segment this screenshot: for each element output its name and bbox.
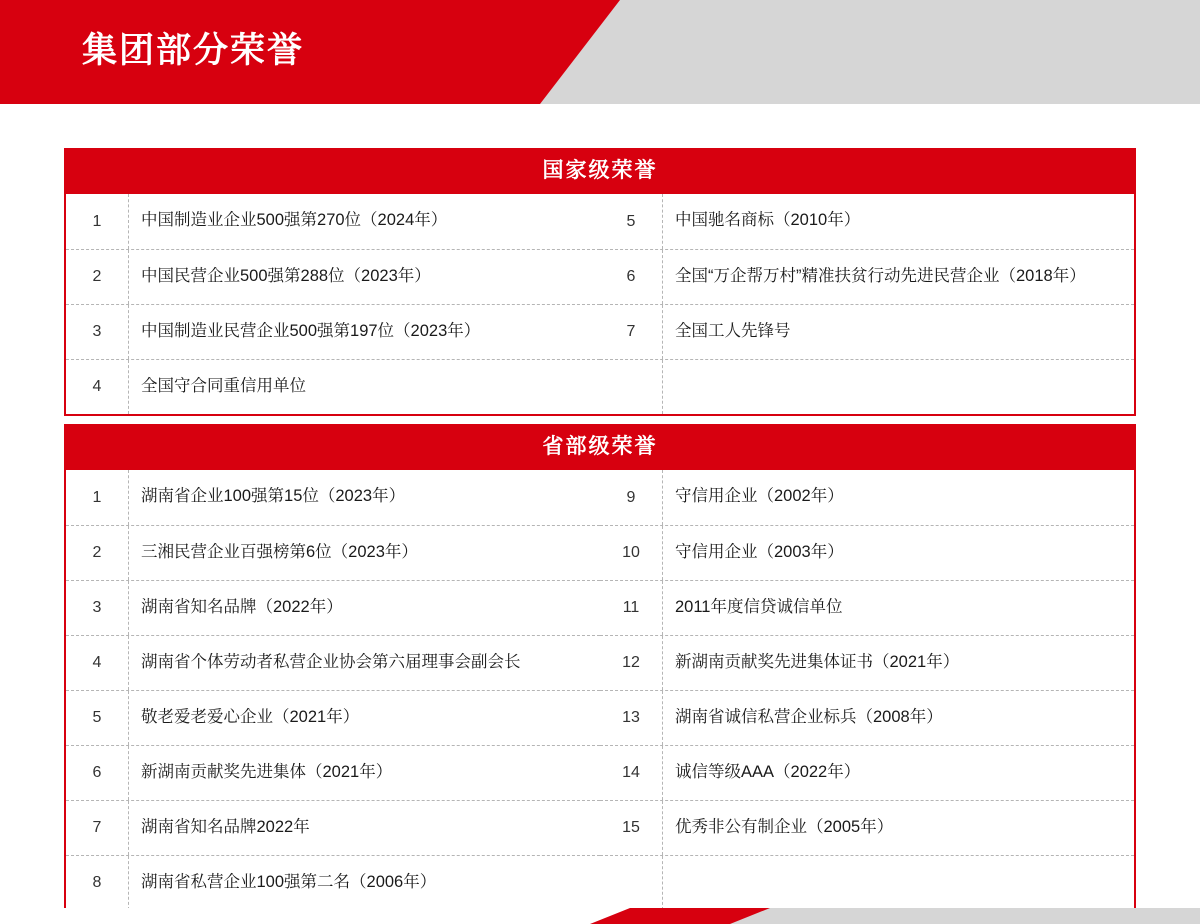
honor-cell[interactable] <box>600 249 1134 304</box>
honor-text: 优秀非公有制企业（2005年） <box>662 801 1134 855</box>
honor-text: 全国守合同重信用单位 <box>128 360 600 414</box>
honor-index: 13 <box>622 709 640 726</box>
honor-index: 5 <box>626 212 636 230</box>
honor-index: 9 <box>626 488 636 506</box>
honor-rows <box>66 470 1134 910</box>
honor-index: 4 <box>92 378 102 395</box>
honor-text: 敬老爱老爱心企业（2021年） <box>128 691 600 745</box>
honor-rows <box>66 194 1134 414</box>
honor-text: 中国制造业企业500强第270位（2024年） <box>128 194 600 249</box>
honor-cell[interactable] <box>66 745 600 800</box>
table-row <box>66 359 1134 414</box>
honor-cell[interactable] <box>66 194 600 249</box>
honor-text: 湖南省企业100强第15位（2023年） <box>128 470 600 525</box>
honor-text: 中国民营企业500强第288位（2023年） <box>128 250 600 304</box>
honor-text: 湖南省个体劳动者私营企业协会第六届理事会副会长 <box>128 636 600 690</box>
honor-text: 三湘民营企业百强榜第6位（2023年） <box>128 526 600 580</box>
honor-index: 4 <box>92 654 102 671</box>
honor-cell[interactable] <box>600 800 1134 855</box>
honor-cell-empty <box>600 359 1134 414</box>
honor-text: 诚信等级AAA（2022年） <box>662 746 1134 800</box>
honor-cell[interactable] <box>600 304 1134 359</box>
honor-cell[interactable] <box>66 690 600 745</box>
table-row <box>66 745 1134 800</box>
table-row <box>66 635 1134 690</box>
honor-cell[interactable] <box>66 470 600 525</box>
honor-index: 2 <box>92 544 102 561</box>
honor-text: 全国“万企帮万村”精准扶贫行动先进民营企业（2018年） <box>662 250 1134 304</box>
honor-cell[interactable] <box>600 194 1134 249</box>
honor-cell[interactable] <box>66 525 600 580</box>
honor-text: 守信用企业（2002年） <box>662 470 1134 525</box>
honor-index: 7 <box>92 819 102 836</box>
table-row <box>66 580 1134 635</box>
table-row <box>66 249 1134 304</box>
footer-grey-band <box>720 908 1200 924</box>
honor-text: 湖南省知名品牌2022年 <box>128 801 600 855</box>
honor-cell[interactable] <box>600 525 1134 580</box>
honor-text: 中国制造业民营企业500强第197位（2023年） <box>128 305 600 359</box>
honor-index: 1 <box>92 488 102 506</box>
honor-index: 15 <box>622 819 640 836</box>
table-row <box>66 194 1134 249</box>
honor-cell[interactable] <box>66 359 600 414</box>
honor-text: 守信用企业（2003年） <box>662 526 1134 580</box>
honor-index: 1 <box>92 212 102 230</box>
honor-index: 10 <box>622 544 640 561</box>
honor-text: 中国驰名商标（2010年） <box>662 194 1134 249</box>
honor-cell[interactable] <box>66 800 600 855</box>
honor-text <box>662 360 1134 414</box>
honor-text <box>662 856 1134 910</box>
section-provincial-honors <box>64 424 1136 912</box>
table-row <box>66 304 1134 359</box>
page-header <box>0 0 1200 104</box>
honor-text: 新湖南贡献奖先进集体（2021年） <box>128 746 600 800</box>
honor-text: 湖南省私营企业100强第二名（2006年） <box>128 856 600 910</box>
honor-cell[interactable] <box>66 304 600 359</box>
honors-tables <box>64 148 1136 912</box>
honor-text: 新湖南贡献奖先进集体证书（2021年） <box>662 636 1134 690</box>
honor-cell[interactable] <box>600 745 1134 800</box>
honor-cell[interactable] <box>66 249 600 304</box>
honor-text: 湖南省知名品牌（2022年） <box>128 581 600 635</box>
honor-cell[interactable] <box>66 635 600 690</box>
honor-cell[interactable] <box>600 635 1134 690</box>
honor-cell[interactable] <box>66 855 600 910</box>
section-national-honors <box>64 148 1136 416</box>
section-title: 省部级荣誉 <box>64 424 1136 470</box>
honor-index: 3 <box>92 323 102 340</box>
honor-text: 湖南省诚信私营企业标兵（2008年） <box>662 691 1134 745</box>
honor-index: 5 <box>92 709 102 726</box>
table-row <box>66 800 1134 855</box>
honor-index: 6 <box>92 764 102 781</box>
honor-index: 6 <box>626 268 636 285</box>
table-row <box>66 690 1134 745</box>
honor-text: 2011年度信贷诚信单位 <box>662 581 1134 635</box>
honor-cell[interactable] <box>66 580 600 635</box>
honor-index: 2 <box>92 268 102 285</box>
honor-cell-empty <box>600 855 1134 910</box>
honor-cell[interactable] <box>600 690 1134 745</box>
table-row <box>66 855 1134 910</box>
page-title: 集团部分荣誉 <box>82 31 305 70</box>
honor-index: 11 <box>622 599 640 616</box>
honor-index: 14 <box>622 764 640 781</box>
honor-text: 全国工人先锋号 <box>662 305 1134 359</box>
section-title: 国家级荣誉 <box>64 148 1136 194</box>
honor-index: 7 <box>626 323 636 340</box>
footer-accent <box>0 908 1200 924</box>
honor-cell[interactable] <box>600 580 1134 635</box>
honor-cell[interactable] <box>600 470 1134 525</box>
table-row <box>66 470 1134 525</box>
honor-index: 3 <box>92 599 102 616</box>
table-row <box>66 525 1134 580</box>
honor-index: 12 <box>622 654 640 671</box>
honor-index: 8 <box>92 874 102 891</box>
